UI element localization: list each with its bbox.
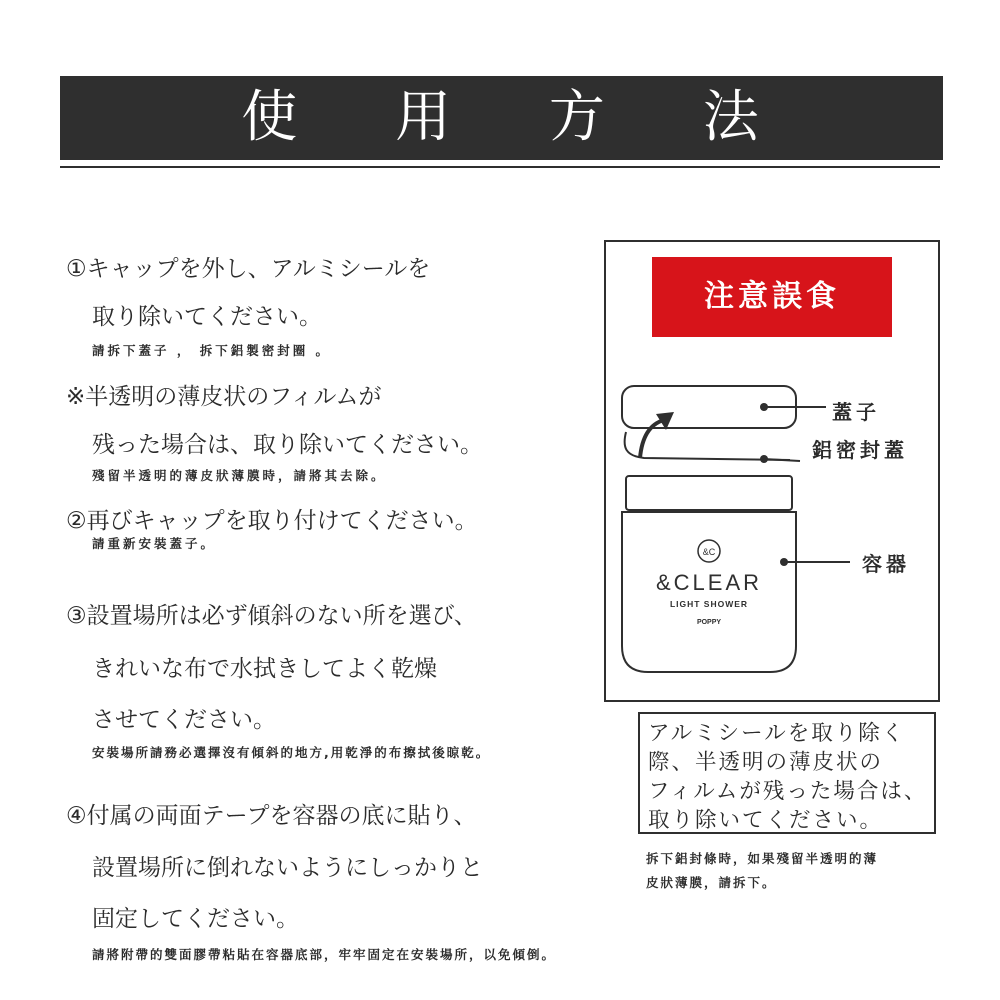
- product-illustration: [604, 340, 940, 700]
- note-box-line3: フィルムが残った場合は、: [648, 779, 928, 804]
- step1-line1: ①キャップを外し、アルミシールを: [66, 256, 431, 282]
- step2-zh: 請重新安裝蓋子。: [92, 536, 217, 551]
- note-box-line4: 取り除いてください。: [648, 808, 884, 833]
- step1-line2: 取り除いてください。: [92, 304, 322, 330]
- step4-line2: 設置場所に倒れないようにしっかりと: [92, 855, 483, 881]
- product-line: LIGHT SHOWER: [669, 599, 749, 609]
- title-bar-edge: [940, 76, 943, 160]
- step1-zh: 請拆下蓋子 ， 拆下鋁製密封圈 。: [92, 343, 332, 358]
- brand-name: &CLEAR: [655, 570, 763, 595]
- note-line1: ※半透明の薄皮状のフィルムが: [66, 384, 382, 410]
- step3-line1: ③設置場所は必ず傾斜のない所を選び、: [66, 603, 477, 629]
- note-line2: 残った場合は、取り除いてください。: [92, 432, 483, 458]
- note-box-zh-line2: 皮狀薄膜，請拆下。: [646, 875, 777, 890]
- step4-line3: 固定してください。: [92, 906, 299, 932]
- brand-logo-text: &C: [702, 547, 716, 557]
- container-neck: [626, 476, 792, 510]
- step4-zh: 請將附帶的雙面膠帶粘貼在容器底部，牢牢固定在安裝場所，以免傾倒。: [92, 947, 557, 962]
- note-box-zh-line1: 拆下鋁封條時，如果殘留半透明的薄: [646, 851, 879, 866]
- scent-name: POPPY: [696, 619, 722, 626]
- note-zh: 殘留半透明的薄皮狀薄膜時，請將其去除。: [92, 468, 387, 483]
- step3-line3: させてください。: [92, 707, 276, 733]
- label-seal: 鋁密封蓋: [812, 438, 908, 462]
- label-lid: 蓋子: [832, 400, 880, 424]
- page-title: 使 用 方 法: [241, 85, 799, 150]
- step4-line1: ④付属の両面テープを容器の底に貼り、: [66, 803, 477, 829]
- warning-text: 注意誤食: [704, 279, 840, 314]
- step3-zh: 安裝場所請務必選擇沒有傾斜的地方,用乾淨的布擦拭後晾乾。: [92, 745, 491, 760]
- title-underline: [60, 166, 940, 168]
- note-box-line2: 際、半透明の薄皮状の: [648, 750, 884, 775]
- label-container: 容器: [862, 552, 910, 576]
- step3-line2: きれいな布で水拭きしてよく乾燥: [92, 656, 437, 682]
- step2-line1: ②再びキャップを取り付けてください。: [66, 508, 478, 534]
- note-box-line1: アルミシールを取り除く: [648, 721, 906, 746]
